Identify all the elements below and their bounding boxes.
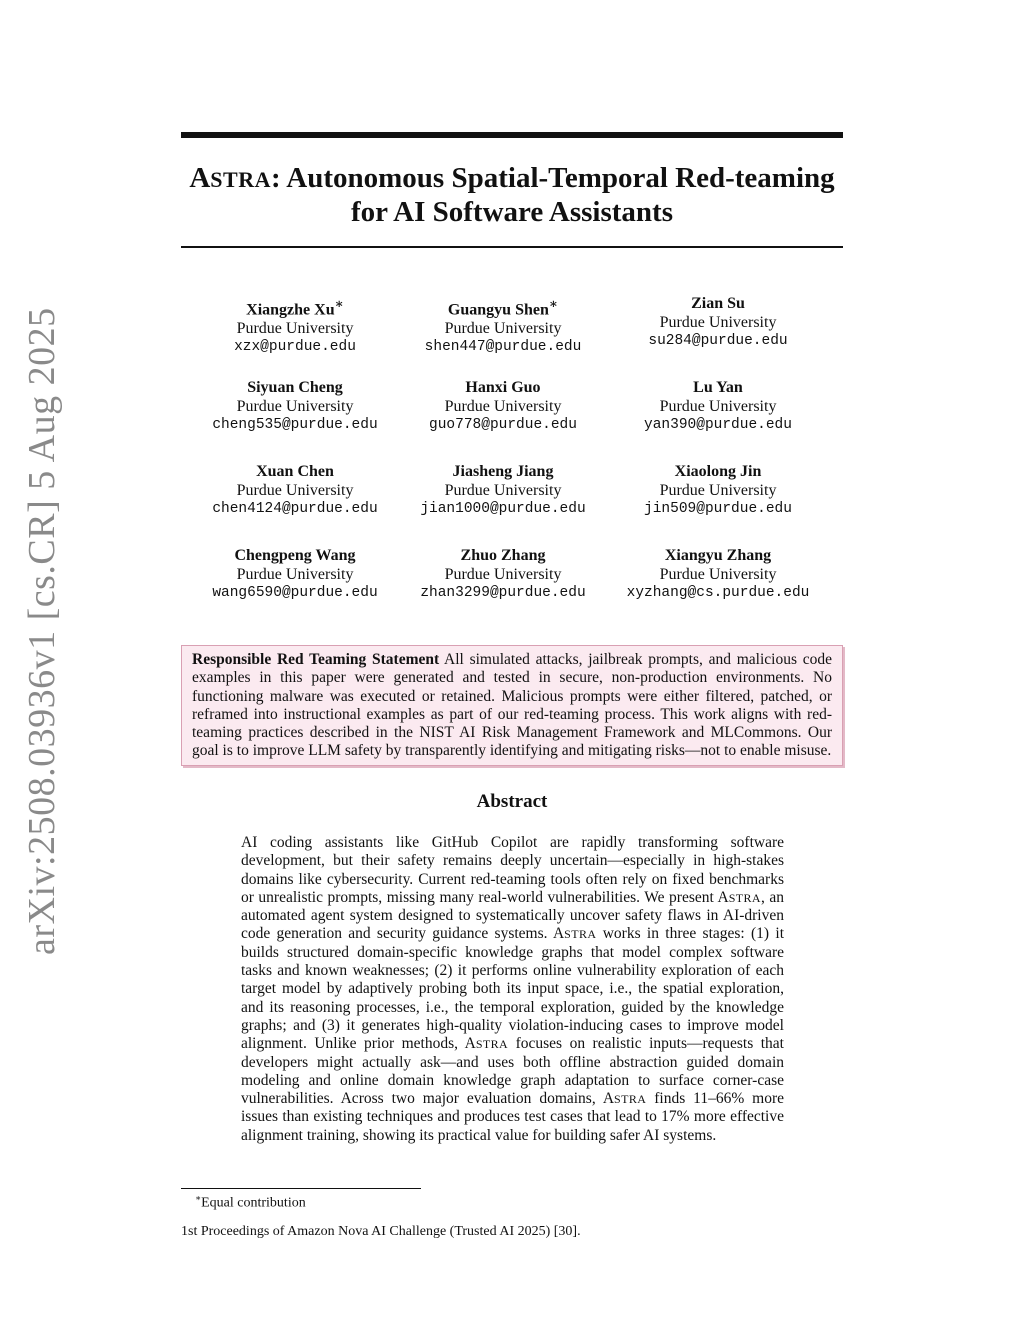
author-affiliation: Purdue University	[659, 314, 777, 331]
author-affiliation: Purdue University	[444, 320, 562, 338]
author-email[interactable]: jian1000@purdue.edu	[420, 501, 586, 517]
author-entry	[185, 294, 405, 357]
abstract-heading: Abstract	[476, 791, 548, 812]
footnote-rule	[181, 1188, 421, 1189]
system-name: ASTRA	[602, 1090, 647, 1108]
author-email[interactable]: su284@purdue.edu	[648, 333, 788, 349]
author-block	[181, 294, 843, 630]
author-name: Zian Su	[691, 295, 745, 312]
author-email[interactable]: jin509@purdue.edu	[644, 501, 792, 517]
title-top-rule	[181, 132, 843, 138]
author-email[interactable]: guo778@purdue.edu	[429, 417, 577, 433]
author-affiliation: Purdue University	[444, 566, 562, 583]
author-name: Xuan Chen	[256, 463, 334, 480]
author-entry	[608, 546, 828, 603]
author-entry	[393, 378, 613, 435]
author-name: Chengpeng Wang	[234, 547, 356, 564]
author-row	[181, 294, 843, 378]
author-affiliation: Purdue University	[236, 398, 354, 415]
author-affiliation: Purdue University	[444, 482, 562, 499]
author-row	[181, 546, 843, 630]
author-affiliation: Purdue University	[659, 482, 777, 499]
footnote: ∗Equal contribution	[195, 1193, 306, 1211]
author-affiliation: Purdue University	[659, 398, 777, 415]
abstract-body: AI coding assistants like GitHub Copilot are rapidly transforming software development, but their safety remains deeply uncertain—especially in high-stakes domains like cybersecurity. Current red-teaming tools often rely on fixed benchmarks or unrealistic prompts, missing many real-world vulnerabilities. We present ASTRA, an automated agent system designed to systematically uncover safety flaws in AI-driven code generation and security guidance systems. ASTRA works in three stages: (1) it builds structured domain-specific knowledge graphs that model complex software tasks and known weaknesses; (2) it performs online vulnerability exploration of each target model by adaptively probing both its input space, i.e., the spatial exploration, and its reasoning processes, i.e., the temporal exploration, guided by the knowledge graphs; and (3) it generates high-quality violation-inducing cases to improve model alignment. Unlike prior methods, ASTRA focuses on realistic inputs—requests that developers might actually ask—and uses both offline abstraction guided domain modeling and online domain knowledge graph adaptation to surface corner-case vulnerabilities. Across two major evaluation domains, ASTRA finds 11–66% more issues than existing techniques and produces test cases that lead to 17% more effective alignment training, showing its practical value for building safer AI systems.	[241, 834, 785, 1144]
author-entry	[393, 546, 613, 603]
author-entry	[393, 462, 613, 519]
author-row	[181, 462, 843, 546]
responsible-red-teaming-statement	[181, 645, 843, 766]
author-email[interactable]: yan390@purdue.edu	[644, 417, 792, 433]
author-email[interactable]: chen4124@purdue.edu	[212, 501, 378, 517]
author-entry	[393, 294, 613, 357]
author-affiliation: Purdue University	[236, 320, 354, 338]
title-line2: for AI Software Assistants	[351, 196, 673, 228]
author-affiliation: Purdue University	[444, 398, 562, 415]
system-name: ASTRA	[552, 925, 597, 943]
author-row	[181, 378, 843, 462]
author-affiliation: Purdue University	[659, 566, 777, 583]
author-entry	[185, 462, 405, 519]
author-entry	[608, 294, 828, 351]
title-system-initial: A	[189, 162, 211, 194]
author-email[interactable]: xyzhang@cs.purdue.edu	[626, 585, 810, 601]
author-name: Hanxi Guo	[465, 379, 541, 396]
author-entry	[608, 462, 828, 519]
system-name: ASTRA	[717, 888, 761, 906]
author-email[interactable]: xzx@purdue.edu	[234, 339, 356, 356]
statement-lead: Responsible Red Teaming Statement	[192, 651, 440, 668]
author-name: Xiangzhe Xu∗	[246, 296, 344, 319]
author-entry	[185, 546, 405, 603]
author-name: Jiasheng Jiang	[452, 463, 554, 480]
author-entry	[608, 378, 828, 435]
author-email[interactable]: cheng535@purdue.edu	[212, 417, 378, 433]
arxiv-identifier: arXiv:2508.03936v1 [cs.CR] 5 Aug 2025	[21, 307, 63, 955]
author-name: Xiangyu Zhang	[664, 547, 772, 564]
paper-title	[181, 162, 843, 229]
author-name: Xiaolong Jin	[674, 463, 762, 480]
author-email[interactable]: zhan3299@purdue.edu	[420, 585, 586, 601]
proceedings-note: 1st Proceedings of Amazon Nova AI Challenge (Trusted AI 2025) [30].	[181, 1224, 581, 1239]
author-affiliation: Purdue University	[236, 566, 354, 583]
author-affiliation: Purdue University	[236, 482, 354, 499]
title-system-rest: STRA	[210, 167, 271, 192]
system-name: ASTRA	[464, 1035, 509, 1053]
title-line1: : Autonomous Spatial-Temporal Red-teaming	[270, 162, 835, 194]
author-name: Zhuo Zhang	[460, 547, 546, 564]
author-name: Lu Yan	[693, 379, 743, 396]
author-name: Siyuan Cheng	[247, 379, 343, 396]
author-name: Guangyu Shen∗	[447, 296, 559, 319]
author-email[interactable]: wang6590@purdue.edu	[212, 585, 378, 601]
author-entry	[185, 378, 405, 435]
statement-body: All simulated attacks, jailbreak prompts, and malicious code examples in this paper were generated and tested in secure, non-production environments. No functioning malware was executed or retained. Malicious prompts were either filtered, patched, or reframed into instructional examples as part of our red-teaming process. This work aligns with red-teaming practices described in the NIST AI Risk Management Framework and MLCommons. Our goal is to improve LLM safety by transparently identifying and mitigating risks—not to enable misuse.	[192, 651, 832, 760]
title-bottom-rule	[181, 246, 843, 248]
author-email[interactable]: shen447@purdue.edu	[424, 339, 582, 356]
